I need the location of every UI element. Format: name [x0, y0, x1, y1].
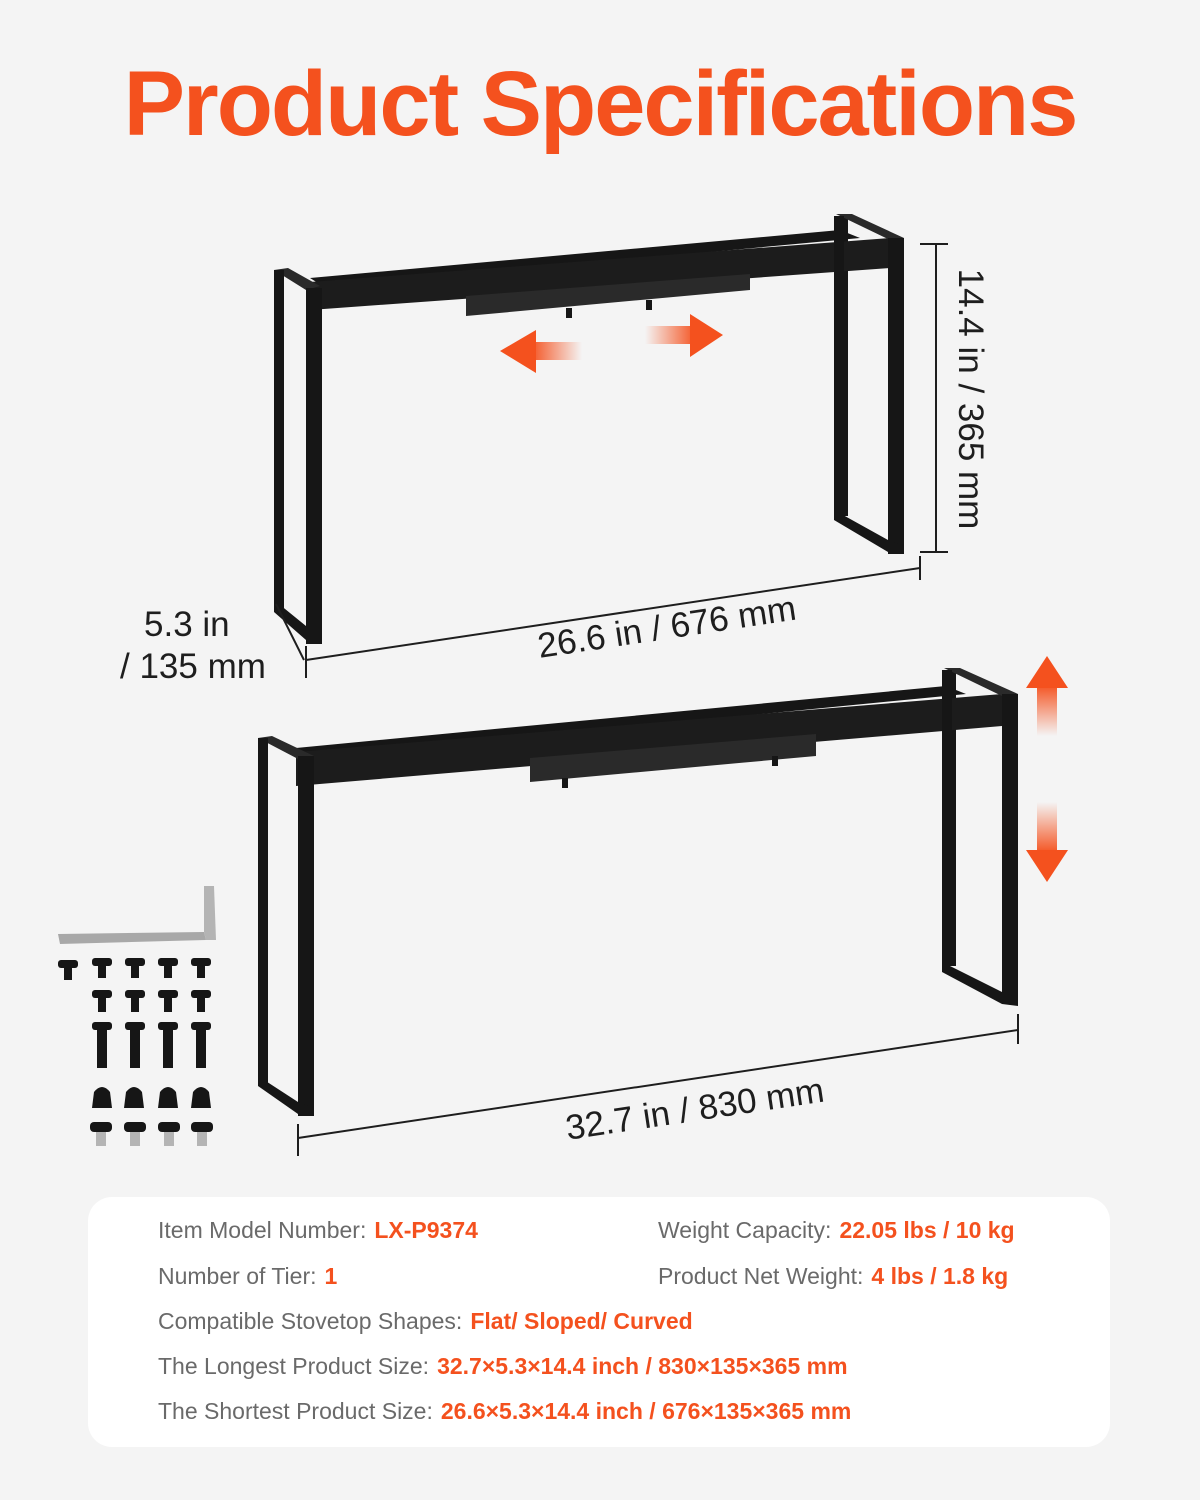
spec-shortest-label: The Shortest Product Size: — [158, 1398, 433, 1424]
spec-net-weight-value: 4 lbs / 1.8 kg — [871, 1263, 1009, 1289]
depth-dimension-line2: / 135 mm — [120, 647, 266, 686]
spec-tier-label: Number of Tier: — [158, 1263, 317, 1289]
spec-net-weight — [658, 1263, 1008, 1290]
page-title: Product Specifications — [123, 53, 1077, 155]
depth-dimension-line1: 5.3 in — [144, 605, 230, 644]
spec-longest-label: The Longest Product Size: — [158, 1353, 430, 1379]
spec-card — [88, 1197, 1110, 1447]
long-width-dimension-label: 32.7 in / 830 mm — [563, 1070, 827, 1148]
spec-shortest-value: 26.6×5.3×14.4 inch / 676×135×365 mm — [440, 1398, 852, 1424]
hardware-kit — [58, 886, 216, 1146]
spec-capacity-label: Weight Capacity: — [658, 1217, 832, 1243]
spec-model — [158, 1217, 478, 1244]
spec-longest-value: 32.7×5.3×14.4 inch / 830×135×365 mm — [437, 1353, 848, 1379]
long-stand — [258, 668, 1018, 1116]
vertical-arrows — [1026, 656, 1068, 882]
allen-key-icon — [58, 886, 216, 944]
arrow-right-icon — [645, 314, 723, 357]
foot-pad-icon — [92, 1087, 211, 1108]
spec-tier-value: 1 — [324, 1263, 338, 1289]
spec-model-value: LX-P9374 — [374, 1217, 478, 1243]
short-width-dimension-label: 26.6 in / 676 mm — [535, 588, 799, 666]
short-stand — [274, 214, 904, 644]
arrow-up-icon — [1026, 656, 1068, 736]
spec-longest — [158, 1353, 848, 1380]
spec-shapes-label: Compatible Stovetop Shapes: — [158, 1308, 463, 1334]
height-dimension-label: 14.4 in / 365 mm — [951, 268, 990, 530]
horizontal-arrows — [500, 314, 723, 373]
bolt-icon — [92, 1022, 211, 1068]
arrow-down-icon — [1026, 802, 1068, 882]
spec-capacity — [658, 1217, 1015, 1244]
spec-shapes — [158, 1308, 693, 1335]
spec-shapes-value: Flat/ Sloped/ Curved — [470, 1308, 693, 1334]
spec-net-weight-label: Product Net Weight: — [658, 1263, 864, 1289]
spec-shortest — [158, 1398, 851, 1425]
screw-icon — [58, 958, 211, 1012]
leveling-foot-icon — [90, 1122, 213, 1146]
arrow-left-icon — [500, 330, 582, 373]
spec-model-label: Item Model Number: — [158, 1217, 367, 1243]
spec-capacity-value: 22.05 lbs / 10 kg — [839, 1217, 1015, 1243]
spec-tier — [158, 1263, 337, 1290]
